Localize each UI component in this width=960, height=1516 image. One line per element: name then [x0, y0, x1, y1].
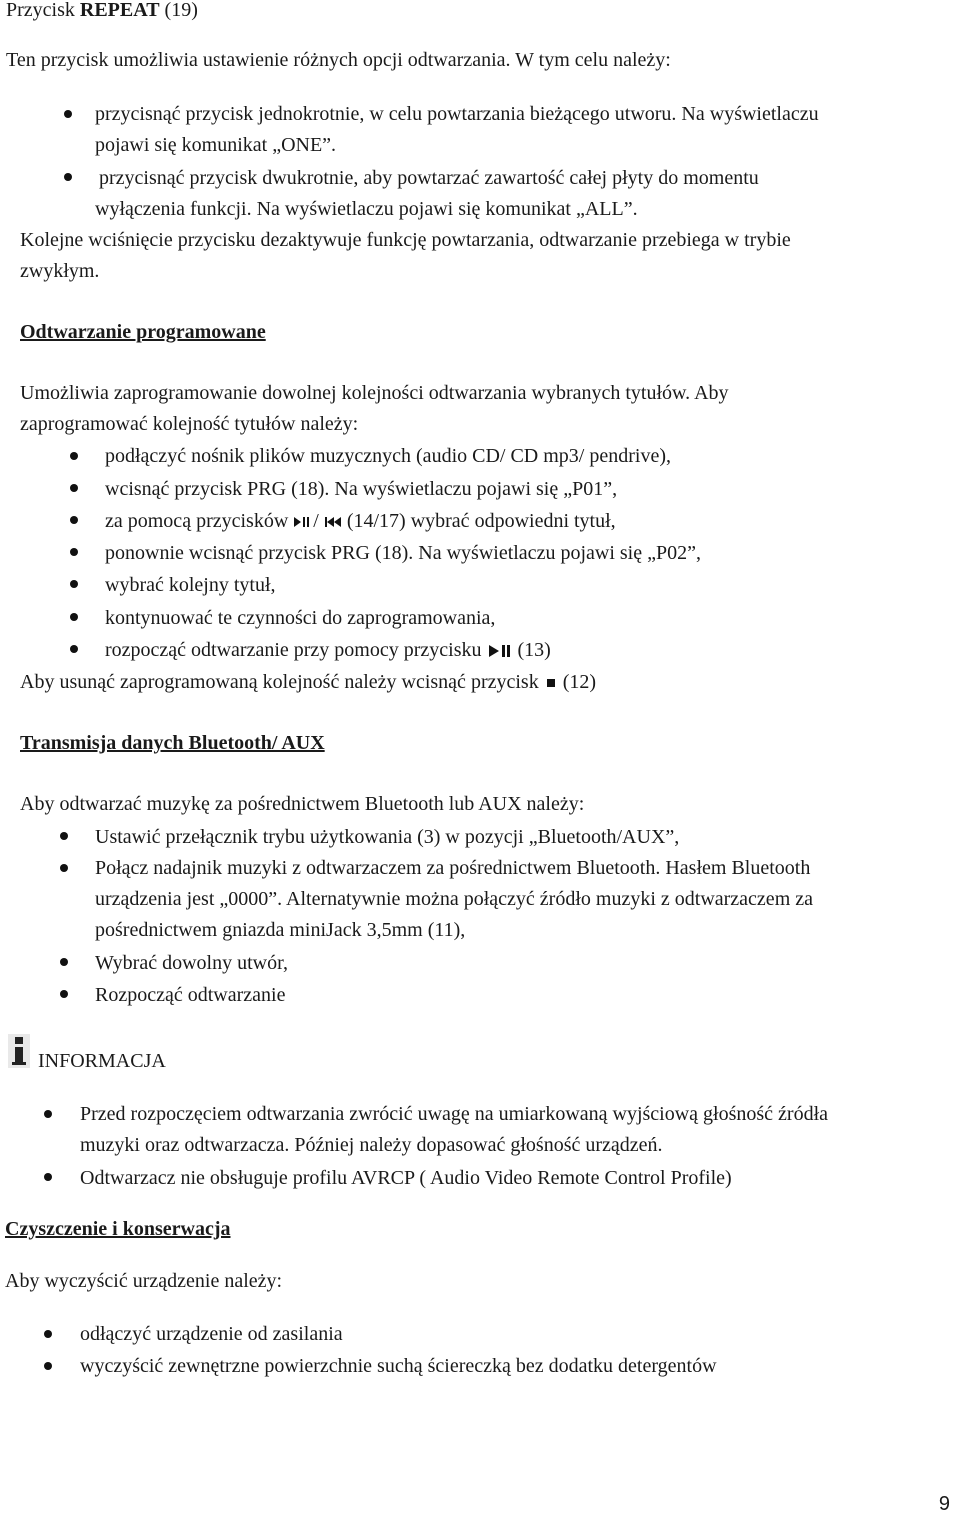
bullet — [64, 110, 72, 118]
info-bullet-1-line-1: Przed rozpoczęciem odtwarzania zwrócić uwagę na umiarkowaną wyjściową głośność źródła — [80, 1103, 829, 1125]
program-intro-line-1: Umożliwia zaprogramowanie dowolnej kolejności odtwarzania wybranych tytułów. Aby — [20, 382, 729, 404]
bullet — [70, 548, 78, 556]
next-play-pause-icon — [293, 515, 313, 529]
repeat-bullet-2-line-1: przycisnąć przycisk dwukrotnie, aby powtarzać zawartość całej płyty do momentu — [99, 167, 759, 189]
bluetooth-bullet-4: Rozpocząć odtwarzanie — [95, 984, 286, 1006]
program-step-5: wybrać kolejny tytuł, — [105, 574, 276, 596]
program-step-1: podłączyć nośnik plików muzycznych (audio CD/ CD mp3/ pendrive), — [105, 445, 671, 467]
bullet — [44, 1362, 52, 1370]
bullet — [60, 990, 68, 998]
bluetooth-intro: Aby odtwarzać muzykę za pośrednictwem Bluetooth lub AUX należy: — [20, 793, 585, 815]
program-step-7: rozpocząć odtwarzanie przy pomocy przycisku (13) — [105, 639, 551, 661]
info-label: INFORMACJA — [38, 1050, 166, 1072]
info-bullet-2: Odtwarzacz nie obsługuje profilu AVRCP ( Audio Video Remote Control Profile) — [80, 1167, 732, 1189]
page-number: 9 — [938, 1493, 950, 1515]
repeat-note-line-1: Kolejne wciśnięcie przycisku dezaktywuje funkcję powtarzania, odtwarzanie przebiega w trybie — [20, 229, 791, 251]
bluetooth-bullet-2-line-2: urządzenia jest „0000”. Alternatywnie można połączyć źródło muzyki z odtwarzaczem za — [95, 888, 813, 910]
repeat-note-line-2: zwykłym. — [20, 260, 100, 282]
bluetooth-heading: Transmisja danych Bluetooth/ AUX — [20, 732, 325, 754]
bullet — [70, 516, 78, 524]
info-bullet-1-line-2: muzyki oraz odtwarzacza. Później należy dopasować głośność urządzeń. — [80, 1134, 663, 1156]
bluetooth-bullet-1: Ustawić przełącznik trybu użytkowania (3) w pozycji „Bluetooth/AUX”, — [95, 826, 680, 848]
repeat-bullet-2-line-2: wyłączenia funkcji. Na wyświetlaczu pojawi się komunikat „ALL”. — [95, 198, 638, 220]
bullet — [44, 1330, 52, 1338]
bullet — [60, 958, 68, 966]
play-pause-icon — [487, 644, 513, 658]
bullet — [64, 173, 72, 181]
bullet — [70, 484, 78, 492]
previous-track-icon — [324, 516, 342, 528]
bluetooth-bullet-2-line-1: Połącz nadajnik muzyki z odtwarzaczem za pośrednictwem Bluetooth. Hasłem Bluetooth — [95, 857, 811, 879]
program-step-4: ponownie wcisnąć przycisk PRG (18). Na wyświetlaczu pojawi się „P02”, — [105, 542, 701, 564]
cleaning-intro: Aby wyczyścić urządzenie należy: — [5, 1270, 283, 1292]
bullet — [70, 580, 78, 588]
program-step-2: wcisnąć przycisk PRG (18). Na wyświetlaczu pojawi się „P01”, — [105, 478, 618, 500]
bullet — [60, 832, 68, 840]
bullet — [70, 613, 78, 621]
bluetooth-bullet-3: Wybrać dowolny utwór, — [95, 952, 288, 974]
info-icon — [8, 1034, 30, 1068]
bullet — [44, 1173, 52, 1181]
stop-icon — [544, 676, 558, 690]
repeat-intro: Ten przycisk umożliwia ustawienie różnych opcji odtwarzania. W tym celu należy: — [6, 49, 671, 71]
program-step-6: kontynuować te czynności do zaprogramowania, — [105, 607, 496, 629]
repeat-bullet-1-line-2: pojawi się komunikat „ONE”. — [95, 134, 337, 156]
repeat-bullet-1-line-1: przycisnąć przycisk jednokrotnie, w celu powtarzania bieżącego utworu. Na wyświetlaczu — [95, 103, 819, 125]
bullet — [60, 864, 68, 872]
cleaning-heading: Czyszczenie i konserwacja — [5, 1218, 231, 1240]
bullet — [70, 645, 78, 653]
program-intro-line-2: zaprogramować kolejność tytułów należy: — [20, 413, 359, 435]
program-step-3: za pomocą przycisków / (14/17) wybrać odpowiedni tytuł, — [105, 510, 616, 532]
bullet — [70, 452, 78, 460]
cleaning-bullet-1: odłączyć urządzenie od zasilania — [80, 1323, 343, 1345]
cleaning-bullet-2: wyczyścić zewnętrzne powierzchnie suchą ściereczką bez dodatku detergentów — [80, 1355, 717, 1377]
program-remove: Aby usunąć zaprogramowaną kolejność należy wcisnąć przycisk (12) — [20, 671, 597, 693]
bullet — [44, 1110, 52, 1118]
bluetooth-bullet-2-line-3: pośrednictwem gniazda miniJack 3,5mm (11), — [95, 919, 466, 941]
repeat-heading: Przycisk REPEAT (19) — [6, 0, 198, 21]
program-heading: Odtwarzanie programowane — [20, 321, 266, 343]
